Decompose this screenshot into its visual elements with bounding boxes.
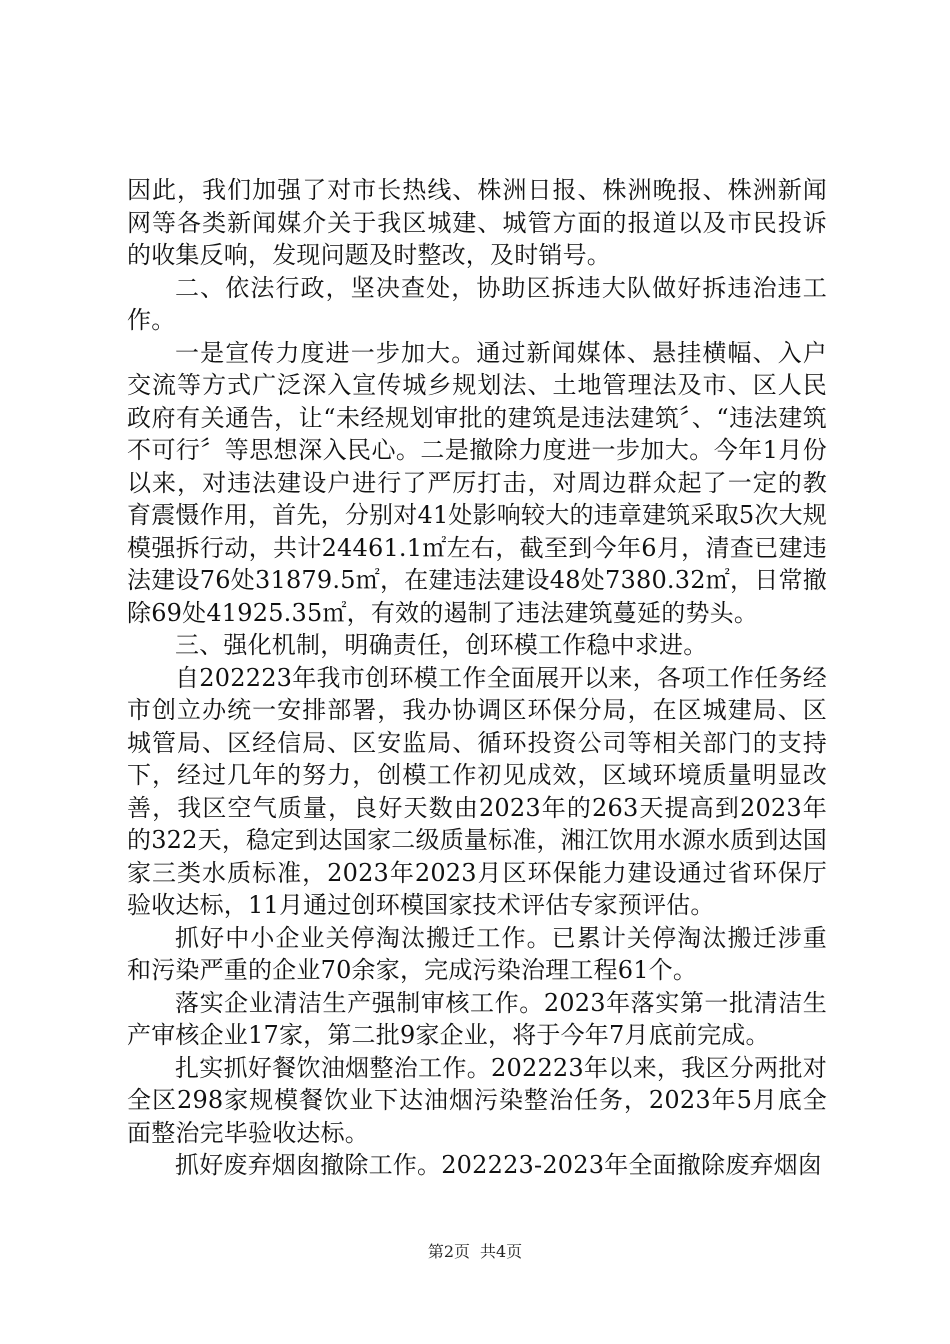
paragraph-chimney: 抓好废弃烟囱撤除工作。202223-2023年全面撤除废弃烟囱 bbox=[175, 1151, 823, 1179]
section-heading-2: 二、依法行政，坚决查处，协助区拆违大队做好拆违治违工作。 bbox=[127, 273, 827, 334]
page-total: 共4页 bbox=[480, 1242, 523, 1261]
page-number: 第2页 bbox=[427, 1242, 470, 1261]
document-body bbox=[127, 174, 827, 1182]
paragraph-environment: 自202223年我市创环模工作全面展开以来，各项工作任务经市创立办统一安排部署，我办协调区环保分局，在区城建局、区城管局、区经信局、区安监局、循环投资公司等相关部门的支持下，经过几年的努力，创模工作初见成效，区域环境质量明显改善，我区空气质量，良好天数由2023年的263天提高到2023年的322天，稳定到达国家二级质量标准，湘江饮用水源水质到达国家三类水质标准，2023年2023月区环保能力建设通过省环保厅验收达标，11月通过创环模国家技术评估专家预评估。 bbox=[127, 663, 827, 919]
paragraph-enforcement: 一是宣传力度进一步加大。通过新闻媒体、悬挂横幅、入户交流等方式广泛深入宣传城乡规划法、土地管理法及市、区人民政府有关通告，让“未经规划审批的建筑是违法建筑〞、“违法建筑不可行〞等思想深入民心。二是撤除力度进一步加大。今年1月份以来，对违法建设户进行了严厉打击，对周边群众起了一定的教育震慑作用，首先，分别对41处影响较大的违章建筑采取5次大规模强拆行动，共计24461.1㎡左右，截至到今年6月，清查已建违法建设76处31879.5㎡，在建违法建设48处7380.32㎡，日常撤除69处41925.35㎡，有效的遏制了违法建筑蔓延的势头。 bbox=[127, 338, 827, 627]
page-footer bbox=[0, 1242, 950, 1262]
paragraph-enterprises: 抓好中小企业关停淘汰搬迁工作。已累计关停淘汰搬迁涉重和污染严重的企业70余家，完成污染治理工程61个。 bbox=[127, 923, 827, 984]
section-heading-3: 三、强化机制，明确责任，创环模工作稳中求进。 bbox=[175, 631, 708, 659]
paragraph-clean-production: 落实企业清洁生产强制审核工作。2023年落实第一批清洁生产审核企业17家，第二批9家企业，将于今年7月底前完成。 bbox=[127, 988, 827, 1049]
paragraph-continuation: 因此，我们加强了对市长热线、株洲日报、株洲晚报、株洲新闻网等各类新闻媒介关于我区城建、城管方面的报道以及市民投诉的收集反响，发现问题及时整改，及时销号。 bbox=[127, 176, 827, 269]
paragraph-oil-fume: 扎实抓好餐饮油烟整治工作。202223年以来，我区分两批对全区298家规模餐饮业下达油烟污染整治任务，2023年5月底全面整治完毕验收达标。 bbox=[127, 1053, 827, 1147]
